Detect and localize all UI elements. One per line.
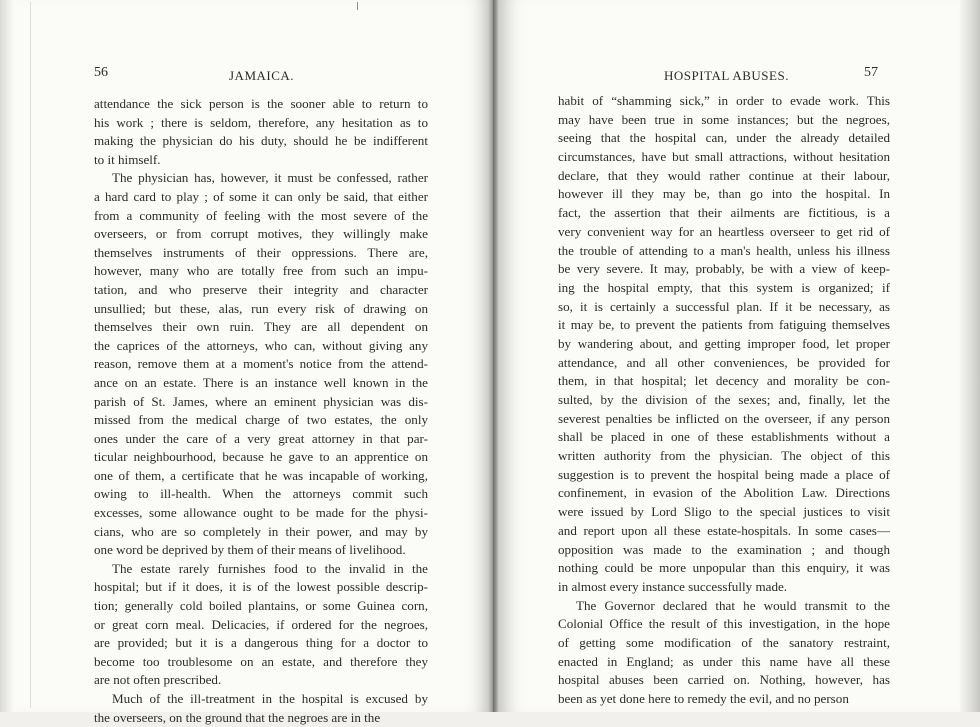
text-line: seeing that the hospital can, under the already detailed [558,130,890,146]
text-line: unsullied; but these, alas, run every risk of drawing on [94,300,428,316]
text-line: the overseers, on the ground that the negroes are in the [94,709,381,725]
text-line: it may be, to prevent the patients from fatiguing themselves [558,317,890,333]
text-line: may have been true in some instances; but the negroes, [558,111,890,127]
text-line: ing the hospital empty, that this system is organized; if [558,279,890,295]
text-line: tion; generally cold boiled plantains, or some Guinea corn, [94,598,428,614]
text-line: confinement, in evasion of the Abolition Law. Directions [558,485,890,501]
text-line: themselves instruments of their oppressions. There are, [94,244,428,260]
text-line: are provided; but it is a dangerous thing for a doctor to [94,635,428,651]
text-line: are not often prescribed. [94,672,222,688]
text-line: shall be placed in one of these establishments without a [558,429,890,445]
text-line: the trouble of attending to a man's health, unless his illness [558,242,890,258]
text-line: nothing could be more unpopular than this enquiry, it was [558,560,890,576]
text-line: The estate rarely furnishes food to the invalid in the [112,560,428,576]
text-line: one word be deprived by them of their means of livelihood. [94,542,406,558]
text-line: suggestion is to prevent the hospital being made a place of [558,466,890,482]
text-line: circumstances, have but small attractions, without hesitation [558,149,890,165]
page-number-right: 57 [864,65,878,80]
text-line: in almost every instance successfully made. [558,578,788,594]
right-page-edge [958,0,980,712]
left-page [0,0,488,725]
text-line: attendance, and all other conveniences, be provided for [558,354,890,370]
right-page [498,0,980,712]
text-line: severest penalties be inflicted on the overseer, if any person [558,410,890,426]
text-line: and report upon all these estate-hospitals. In some cases— [558,522,890,538]
text-line: the caprices of the attorneys, who can, without giving any [94,337,428,353]
book-gutter [488,0,498,712]
text-line: be very severe. It may, probably, be with a view of keep- [558,261,890,277]
text-line: attendance the sick person is the sooner able to return to [94,96,428,111]
text-line: The physician has, however, it must be confessed, rather [112,170,428,186]
text-line: Much of the ill-treatment in the hospital is excused by [112,691,428,706]
text-line: however, many who are totally free from such an impu- [94,263,428,279]
text-line: by wandering about, and getting improper food, let proper [558,335,890,351]
text-line: been as yet done here to remedy the evil, and no person [558,691,849,706]
text-line: ones under the care of a very great attorney in that par- [94,430,428,446]
text-line: themselves their own ruin. They are all dependent on [94,319,428,335]
text-line: very convenient way for an heartless overseer to get rid of [558,223,890,239]
text-line: opposition was made to the examination ; and though [558,541,890,557]
text-line: were issued by Lord Sligo to the special justices to visit [558,504,890,520]
text-line: habit of “shamming sick,” in order to evade work. This [558,93,890,108]
left-page-body [94,95,428,727]
text-line: his work ; there is seldom, therefore, any hesitation as to [94,114,428,130]
text-line: of getting some modification of the sanatory restraint, [558,634,890,650]
text-line: tation, and who preserve their integrity and character [94,281,428,297]
text-line: so, it is certainly a successful plan. If it be necessary, as [558,298,890,314]
text-line: ticular neighbourhood, because he gave to an apprentice on [94,449,428,465]
text-line: them, in that hospital; let decency and morality be con- [558,373,890,389]
text-line: ance on an estate. There is an instance well known in the [94,374,428,390]
text-line: The Governor declared that he would transmit to the [576,597,890,613]
text-line: excesses, some allowance ought to be made for the physi- [94,505,428,521]
text-line: owing to ill-health. When the attorneys commit such [94,486,428,502]
text-line: cians, who are so completely in their power, and may by [94,523,428,539]
text-line: written authority from the physician. The object of this [558,448,890,464]
text-line: reason, remove them at a moment's notice from the attend- [94,356,428,372]
text-line: from a community of feeling with the most severe of the [94,207,428,223]
scan-mark [30,2,31,708]
text-line: declare, that they would rather continue at their labour, [558,167,890,183]
running-head-left: JAMAICA. [229,68,295,83]
text-line: parish of St. James, where an eminent physician was dis- [94,393,428,409]
text-line: fact, the assertion that their ailments are fictitious, is a [558,205,890,221]
text-line: Colonial Office the result of this investigation, in the hope [558,616,890,632]
text-line: overseers, or from corrupt motives, they willingly make [94,226,428,242]
text-line: missed from the medical charge of two estates, the only [94,412,428,428]
text-line: a hard card to play ; of some it can only be said, that either [94,188,428,204]
scan-mark [357,2,358,10]
text-line: however ill they may be, than go into the hospital. In [558,186,890,202]
text-line: one of them, a certificate that he was incapable of working, [94,467,428,483]
text-line: or great corn meal. Delicacies, if ordered for the negroes, [94,616,428,632]
text-line: become too troublesome on an estate, and therefore they [94,653,428,669]
text-line: hospital abuses been carried on. Nothing, however, has [558,672,890,688]
right-page-body [558,92,890,709]
text-line: to it himself. [94,151,161,167]
text-line: hospital; but if it does, it is of the lowest possible descrip- [94,579,428,595]
left-page-edge [0,0,14,712]
text-line: enacted in England; as under this name have all these [558,653,890,669]
text-line: making the physician do his duty, should he be indifferent [94,133,428,149]
text-line: sulted, by the division of the sexes; and, finally, let the [558,392,890,407]
page-number-left: 56 [94,65,108,80]
running-head-right: HOSPITAL ABUSES. [664,68,789,83]
